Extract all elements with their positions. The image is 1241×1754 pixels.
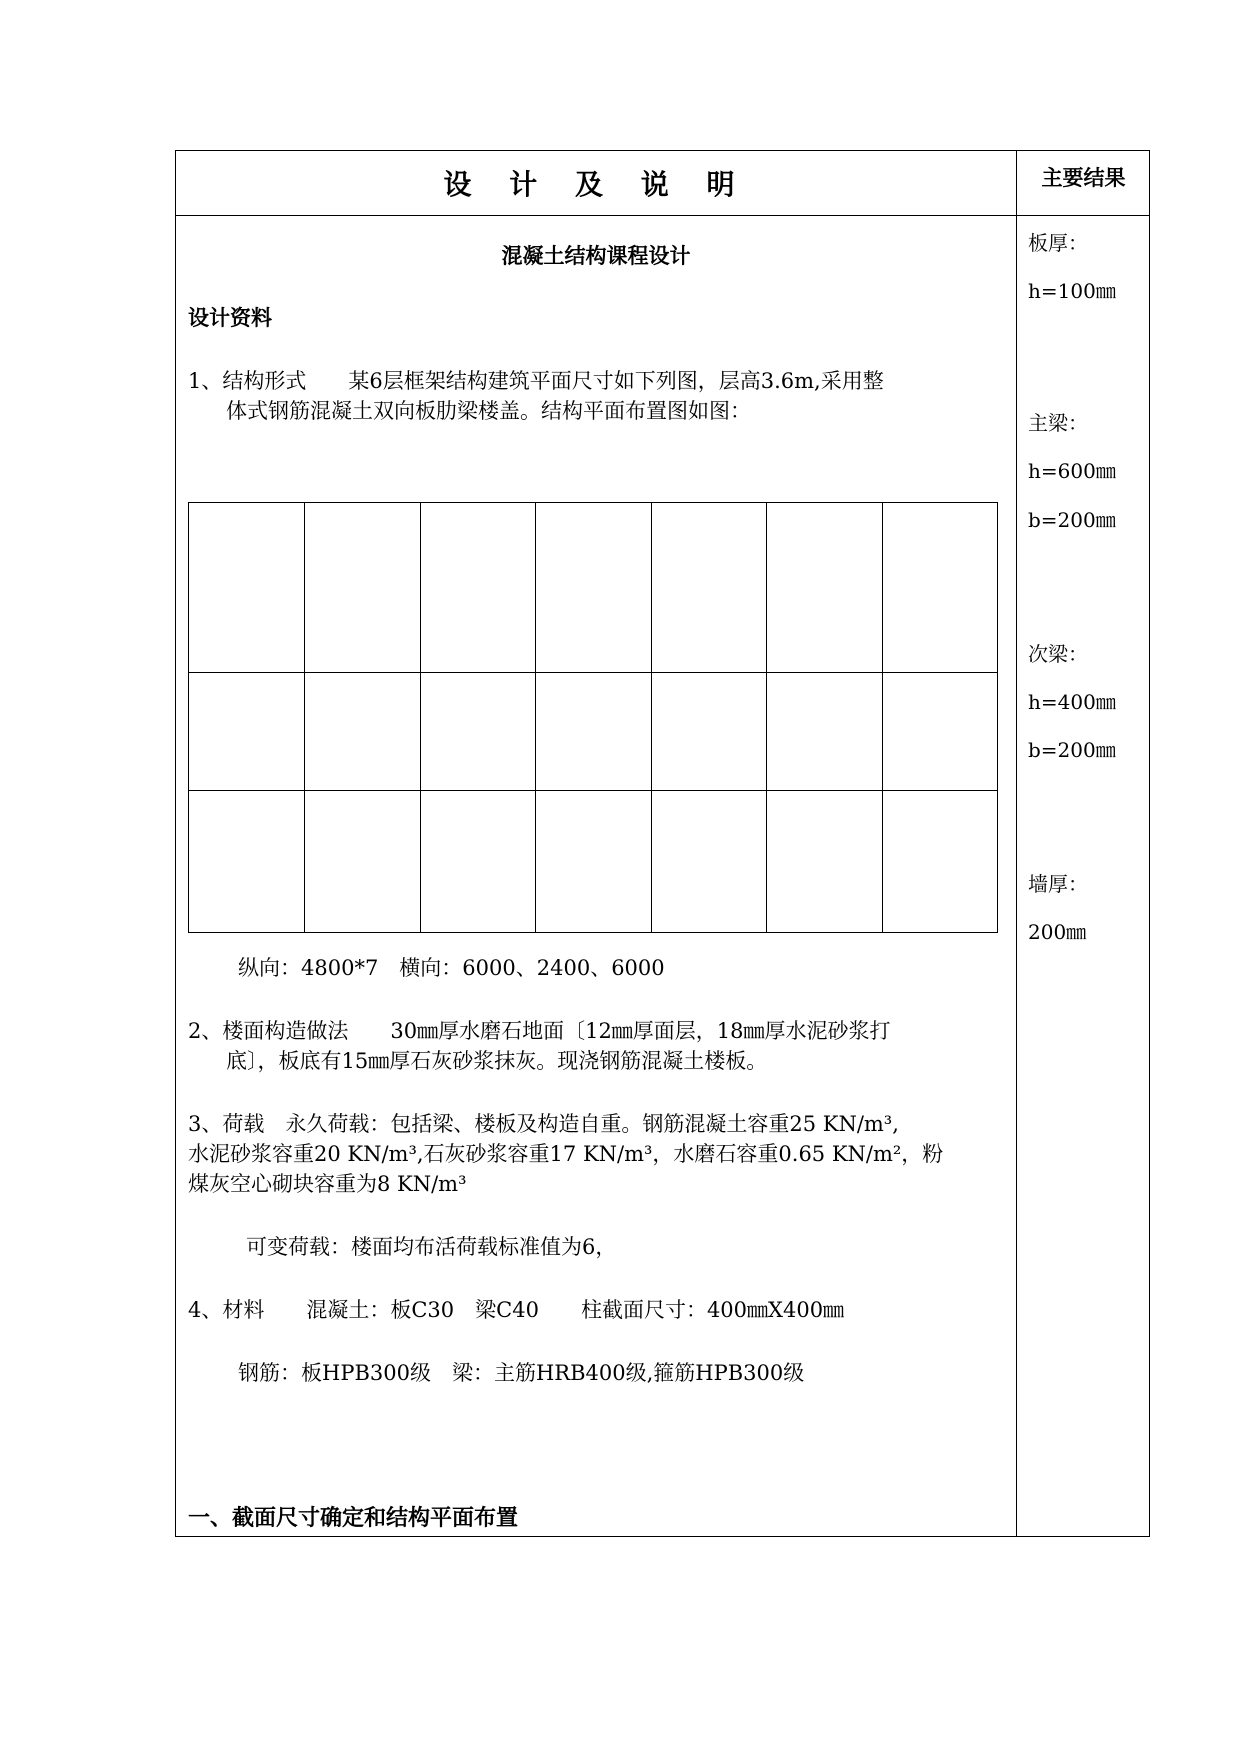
main-beam-height: h=600㎜	[1028, 459, 1116, 483]
grid-column-line	[535, 503, 536, 932]
column-divider	[1016, 151, 1017, 1536]
results-column-title: 主要结果	[1041, 166, 1126, 190]
item3-line1: 3、荷载 永久荷载：包括梁、楼板及构造自重。钢筋混凝土容重25 KN/m³,	[188, 1112, 899, 1136]
course-title: 混凝土结构课程设计	[501, 244, 691, 268]
grid-column-line	[882, 503, 883, 932]
sheet-title: 设 计 及 说 明	[443, 168, 749, 201]
dimensions-line: 纵向：4800*7 横向：6000、2400、6000	[238, 956, 665, 980]
item2-line2: 底〕，板底有15㎜厚石灰砂浆抹灰。现浇钢筋混凝土楼板。	[226, 1049, 768, 1073]
grid-column-line	[304, 503, 305, 932]
slab-thickness-label: 板厚：	[1028, 231, 1088, 255]
wall-thickness-label: 墙厚：	[1028, 872, 1088, 896]
variable-load: 可变荷载：楼面均布活荷载标准值为6，	[246, 1235, 617, 1259]
grid-column-line	[420, 503, 421, 932]
grid-column-line	[651, 503, 652, 932]
slab-thickness-value: h=100㎜	[1028, 279, 1116, 303]
structural-plan-grid	[188, 502, 998, 933]
main-beam-width: b=200㎜	[1028, 508, 1116, 532]
grid-row-line	[189, 790, 997, 791]
item1-line2: 体式钢筋混凝土双向板肋梁楼盖。结构平面布置图如图：	[226, 399, 751, 423]
item1-line1: 1、结构形式 某6层框架结构建筑平面尺寸如下列图，层高3.6m,采用整	[188, 369, 884, 393]
section-design-data: 设计资料	[188, 306, 272, 330]
secondary-beam-label: 次梁：	[1028, 642, 1088, 666]
secondary-beam-width: b=200㎜	[1028, 738, 1116, 762]
header-row-divider	[176, 215, 1149, 216]
section-one-title: 一、截面尺寸确定和结构平面布置	[188, 1506, 519, 1531]
item2-line1: 2、楼面构造做法 30㎜厚水磨石地面〔12㎜厚面层，18㎜厚水泥砂浆打	[188, 1019, 891, 1043]
item3-line2: 水泥砂浆容重20 KN/m³,石灰砂浆容重17 KN/m³，水磨石容重0.65 KN/m²，粉	[188, 1142, 944, 1166]
grid-column-line	[766, 503, 767, 932]
item3-line3: 煤灰空心砌块容重为8 KN/m³	[188, 1172, 467, 1196]
grid-row-line	[189, 672, 997, 673]
main-beam-label: 主梁：	[1028, 411, 1088, 435]
design-sheet-table	[175, 150, 1150, 1537]
secondary-beam-height: h=400㎜	[1028, 690, 1116, 714]
wall-thickness-value: 200㎜	[1028, 920, 1087, 944]
item4-line2: 钢筋：板HPB300级 梁：主筋HRB400级,箍筋HPB300级	[238, 1361, 805, 1385]
item4-line1: 4、材料 混凝土：板C30 梁C40 柱截面尺寸：400㎜X400㎜	[188, 1298, 845, 1322]
